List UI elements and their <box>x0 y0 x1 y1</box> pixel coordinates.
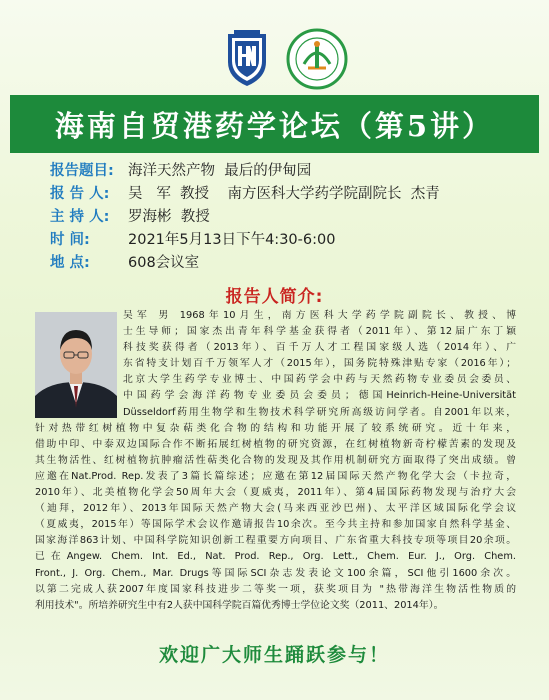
info-row-host <box>50 206 540 229</box>
info-value: 海洋天然产物 最后的伊甸园 <box>128 163 312 179</box>
bio-section-title: 报告人简介: <box>225 287 324 307</box>
bio-line: 士生导师；国家杰出青年科学基金获得者（2011年）、第12届广东丁颖 <box>123 326 516 338</box>
info-row-location <box>50 252 540 275</box>
bio-line: 中国药学会海洋药物专业委员会委员；德国Heinrich-Heine-Universität <box>123 390 516 402</box>
college-seal-icon <box>286 28 348 90</box>
bio-line: 2010年）、北美植物化学会50周年大会（夏威夷，2011年）、第4届国际药物发现与治疗大会 <box>35 487 516 499</box>
university-logo-icon <box>222 28 272 88</box>
bio-line: （夏威夷，2015年）等国际学术会议作邀请报告10余次。至今共主持和参加国家自然科学基金、 <box>35 519 516 531</box>
bio-line: 针对热带红树植物中复杂萜类化合物的结构和功能开展了较系统研究。近十年来， <box>35 422 516 434</box>
bio-line: 科技奖获得者（2013年）、百千万人才工程国家级人选（2014年）、广 <box>123 342 516 354</box>
bio-line: 吴军 男 1968年10月生，南方医科大学药学院副院长、教授、博 <box>123 310 516 321</box>
bio-line: 国家海洋863计划、中国科学院知识创新工程重要方向项目、广东省重大科技专项等项目20余项。 <box>35 535 516 547</box>
bio-line: （迪拜，2012年）、2013年国际天然产物大会(马来西亚沙巴州)、太平洋区域国际化学会议 <box>35 503 516 515</box>
speaker-bio <box>35 308 516 614</box>
bio-line: 利用技术"。所培养研究生中有2人获中国科学院百篇优秀博士学位论文奖（2011、2014年）。 <box>35 599 444 611</box>
info-value: 罗海彬 教授 <box>128 209 210 225</box>
info-row-topic <box>50 160 540 183</box>
info-value: 吴 军 教授 南方医科大学药学院副院长 杰青 <box>128 186 440 202</box>
info-label: 时 间: <box>50 232 90 248</box>
bio-line: 以第二完成人获2007年度国家科技进步二等奖一项，获奖项目为 "热带海洋生物活性物质的 <box>35 583 516 595</box>
info-label: 主 持 人: <box>50 209 110 225</box>
bio-line: Front., J. Org. Chem., Mar. Drugs等国际SCI杂志发表论文100余篇，SCI他引1600余次。 <box>35 567 516 579</box>
event-info <box>50 160 540 275</box>
info-row-speaker <box>50 183 540 206</box>
info-value: 608会议室 <box>128 255 200 271</box>
info-value: 2021年5月13日下午4:30-6:00 <box>128 232 336 248</box>
welcome-message: 欢迎广大师生踊跃参与！ <box>158 644 390 666</box>
info-label: 报告题目: <box>50 163 114 179</box>
logo-row <box>0 28 549 92</box>
bio-line: Düsseldorf药用生物学和生物技术科学研究所高级访问学者。自2001年以来， <box>123 406 516 418</box>
info-label: 报 告 人: <box>50 186 110 202</box>
title-banner <box>10 95 539 153</box>
bio-line: 其生物活性、红树植物抗肿瘤活性萜类化合物的发现及其作用机制研究方面取得了突出成绩。曾 <box>35 454 516 466</box>
info-label: 地 点: <box>50 255 90 271</box>
bio-line: 应邀在Nat.Prod. Rep.发表了3篇长篇综述；应邀在第12届国际天然产物化学大会（卡拉奇， <box>35 470 516 482</box>
bio-line: 借助中印、中泰双边国际合作不断拓展红树植物的研究资源，在红树植物新奇柠檬苦素的发现及 <box>35 438 516 450</box>
bio-line: 北京大学生药学专业博士、中国药学会中药与天然药物专业委员会委员、 <box>123 374 516 386</box>
forum-title: 海南自贸港药学论坛（第5讲） <box>54 108 495 143</box>
bio-line: 已在Angew. Chem. Int. Ed., Nat. Prod. Rep., Org. Lett., Chem. Eur. J., Org. Chem. <box>35 551 516 563</box>
bio-line: 东省特支计划百千万领军人才（2015年），国务院特殊津贴专家（2016年）； <box>123 358 516 370</box>
info-row-time <box>50 229 540 252</box>
